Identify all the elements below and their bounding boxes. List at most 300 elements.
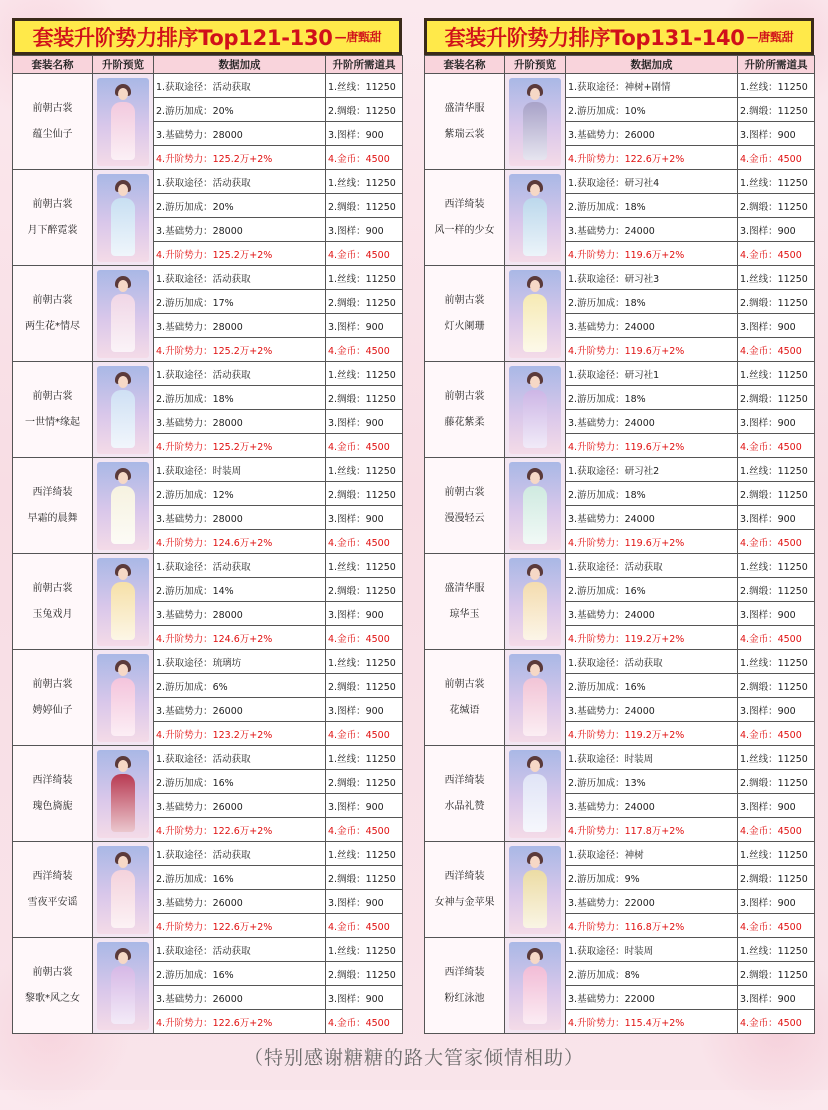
item-silk: 1.丝线：11250 xyxy=(326,746,403,770)
outfit-name-cell xyxy=(13,842,93,938)
stat-base-power: 3.基础势力：24000 xyxy=(566,698,738,722)
stat-upgrade-power: 4.升阶势力：119.6万+2% xyxy=(566,530,738,554)
table-row xyxy=(425,362,815,386)
item-gold: 4.金币：4500 xyxy=(326,434,403,458)
stat-source: 1.获取途径：活动获取 xyxy=(154,170,326,194)
outfit-name-cell xyxy=(425,842,505,938)
outfit-preview-image xyxy=(509,270,561,358)
item-satin: 2.绸缎：11250 xyxy=(738,290,815,314)
outfit-category: 西洋绮装 xyxy=(444,198,485,210)
outfit-name-cell xyxy=(425,746,505,842)
stat-upgrade-power: 4.升阶势力：124.6万+2% xyxy=(154,530,326,554)
figure-dress xyxy=(111,390,135,448)
outfit-category: 前朝古裳 xyxy=(444,678,485,690)
figure-head xyxy=(118,952,128,964)
panel-title xyxy=(424,18,814,55)
stat-base-power: 3.基础势力：28000 xyxy=(154,122,326,146)
author-tag: —唐甄甜 xyxy=(334,30,382,44)
outfit-category: 西洋绮装 xyxy=(444,870,485,882)
outfit-name: 灯火阑珊 xyxy=(444,320,485,332)
stat-upgrade-power: 4.升阶势力：119.6万+2% xyxy=(566,242,738,266)
stat-travel-bonus: 2.游历加成：6% xyxy=(154,674,326,698)
outfit-name: 娉婷仙子 xyxy=(32,704,73,716)
figure-dress xyxy=(523,198,547,256)
outfit-name: 早霜的晨舞 xyxy=(27,512,78,524)
stat-travel-bonus: 2.游历加成：18% xyxy=(566,482,738,506)
item-satin: 2.绸缎：11250 xyxy=(738,770,815,794)
outfit-name: 琼华玉 xyxy=(449,608,480,620)
outfit-name-cell xyxy=(425,170,505,266)
stat-base-power: 3.基础势力：28000 xyxy=(154,506,326,530)
item-pattern: 3.图样：900 xyxy=(738,890,815,914)
item-gold: 4.金币：4500 xyxy=(738,530,815,554)
item-silk: 1.丝线：11250 xyxy=(326,458,403,482)
outfit-preview-cell xyxy=(505,746,566,842)
stat-upgrade-power: 4.升阶势力：124.6万+2% xyxy=(154,626,326,650)
stat-upgrade-power: 4.升阶势力：122.6万+2% xyxy=(154,914,326,938)
item-gold: 4.金币：4500 xyxy=(738,242,815,266)
panel-title xyxy=(12,18,402,55)
item-silk: 1.丝线：11250 xyxy=(326,266,403,290)
stat-travel-bonus: 2.游历加成：18% xyxy=(566,386,738,410)
outfit-name-cell xyxy=(425,938,505,1034)
stat-source: 1.获取途径：时装周 xyxy=(566,938,738,962)
stat-upgrade-power: 4.升阶势力：125.2万+2% xyxy=(154,242,326,266)
stat-upgrade-power: 4.升阶势力：122.6万+2% xyxy=(154,1010,326,1034)
item-satin: 2.绸缎：11250 xyxy=(326,386,403,410)
figure-dress xyxy=(111,678,135,736)
outfit-category: 前朝古裳 xyxy=(32,678,73,690)
stat-travel-bonus: 2.游历加成：16% xyxy=(154,866,326,890)
figure-dress xyxy=(523,486,547,544)
table-row xyxy=(425,170,815,194)
item-gold: 4.金币：4500 xyxy=(326,242,403,266)
outfit-preview-image xyxy=(97,174,149,262)
item-pattern: 3.图样：900 xyxy=(326,794,403,818)
stat-base-power: 3.基础势力：26000 xyxy=(566,122,738,146)
item-satin: 2.绸缎：11250 xyxy=(738,866,815,890)
outfit-preview-image xyxy=(97,78,149,166)
stat-upgrade-power: 4.升阶势力：122.6万+2% xyxy=(154,818,326,842)
item-silk: 1.丝线：11250 xyxy=(326,74,403,98)
outfit-preview-cell xyxy=(93,266,154,362)
outfit-category: 西洋绮装 xyxy=(444,774,485,786)
table-header-row xyxy=(425,56,815,74)
stat-base-power: 3.基础势力：28000 xyxy=(154,602,326,626)
stat-base-power: 3.基础势力：26000 xyxy=(154,698,326,722)
figure-dress xyxy=(523,678,547,736)
table-row xyxy=(425,938,815,962)
outfit-preview-image xyxy=(509,558,561,646)
outfit-name-cell xyxy=(13,74,93,170)
table-row xyxy=(425,650,815,674)
outfit-name: 花缄语 xyxy=(449,704,480,716)
stat-upgrade-power: 4.升阶势力：119.6万+2% xyxy=(566,434,738,458)
item-pattern: 3.图样：900 xyxy=(326,890,403,914)
column-header: 数据加成 xyxy=(566,56,738,74)
stat-source: 1.获取途径：活动获取 xyxy=(154,554,326,578)
outfit-name-cell xyxy=(13,554,93,650)
stat-upgrade-power: 4.升阶势力：125.2万+2% xyxy=(154,338,326,362)
outfit-category: 前朝古裳 xyxy=(32,102,73,114)
item-silk: 1.丝线：11250 xyxy=(738,842,815,866)
figure-head xyxy=(530,88,540,100)
stat-travel-bonus: 2.游历加成：17% xyxy=(154,290,326,314)
outfit-preview-image xyxy=(97,654,149,742)
item-silk: 1.丝线：11250 xyxy=(326,650,403,674)
item-satin: 2.绸缎：11250 xyxy=(326,770,403,794)
item-satin: 2.绸缎：11250 xyxy=(326,290,403,314)
item-pattern: 3.图样：900 xyxy=(326,698,403,722)
outfit-preview-image xyxy=(509,942,561,1030)
stat-travel-bonus: 2.游历加成：9% xyxy=(566,866,738,890)
item-pattern: 3.图样：900 xyxy=(326,986,403,1010)
outfit-preview-cell xyxy=(93,74,154,170)
stat-source: 1.获取途径：活动获取 xyxy=(154,746,326,770)
table-row xyxy=(13,458,403,482)
item-silk: 1.丝线：11250 xyxy=(326,362,403,386)
stat-source: 1.获取途径：时装周 xyxy=(154,458,326,482)
table-row xyxy=(13,170,403,194)
figure-dress xyxy=(523,966,547,1024)
item-gold: 4.金币：4500 xyxy=(738,1010,815,1034)
stat-travel-bonus: 2.游历加成：8% xyxy=(566,962,738,986)
outfit-preview-image xyxy=(97,846,149,934)
table-row xyxy=(13,74,403,98)
stat-source: 1.获取途径：研习社4 xyxy=(566,170,738,194)
outfit-name: 水晶礼赞 xyxy=(444,800,485,812)
stat-travel-bonus: 2.游历加成：18% xyxy=(566,194,738,218)
outfit-name-cell xyxy=(13,362,93,458)
item-pattern: 3.图样：900 xyxy=(326,410,403,434)
stat-source: 1.获取途径：活动获取 xyxy=(154,266,326,290)
outfit-name: 两生花*情尽 xyxy=(25,320,80,332)
outfit-category: 盛清华服 xyxy=(444,582,485,594)
outfit-name: 风一样的少女 xyxy=(434,224,495,236)
item-silk: 1.丝线：11250 xyxy=(738,170,815,194)
item-silk: 1.丝线：11250 xyxy=(738,74,815,98)
figure-dress xyxy=(111,582,135,640)
outfit-name-cell xyxy=(13,458,93,554)
item-gold: 4.金币：4500 xyxy=(738,338,815,362)
outfit-preview-cell xyxy=(93,458,154,554)
outfit-table xyxy=(12,55,403,1034)
outfit-preview-image xyxy=(509,462,561,550)
figure-head xyxy=(530,376,540,388)
figure-head xyxy=(118,856,128,868)
figure-head xyxy=(118,760,128,772)
item-satin: 2.绸缎：11250 xyxy=(326,482,403,506)
outfit-name-cell xyxy=(425,74,505,170)
stat-base-power: 3.基础势力：26000 xyxy=(154,794,326,818)
outfit-category: 前朝古裳 xyxy=(32,390,73,402)
item-gold: 4.金币：4500 xyxy=(326,146,403,170)
stat-source: 1.获取途径：活动获取 xyxy=(154,362,326,386)
outfit-preview-cell xyxy=(93,170,154,266)
item-satin: 2.绸缎：11250 xyxy=(738,962,815,986)
stat-travel-bonus: 2.游历加成：13% xyxy=(566,770,738,794)
item-pattern: 3.图样：900 xyxy=(738,122,815,146)
item-gold: 4.金币：4500 xyxy=(326,818,403,842)
figure-head xyxy=(530,472,540,484)
outfit-name-cell xyxy=(13,266,93,362)
item-satin: 2.绸缎：11250 xyxy=(738,482,815,506)
stat-base-power: 3.基础势力：24000 xyxy=(566,410,738,434)
figure-dress xyxy=(523,774,547,832)
outfit-category: 前朝古裳 xyxy=(32,294,73,306)
item-pattern: 3.图样：900 xyxy=(738,986,815,1010)
figure-head xyxy=(530,568,540,580)
stat-base-power: 3.基础势力：24000 xyxy=(566,602,738,626)
table-row xyxy=(13,842,403,866)
item-pattern: 3.图样：900 xyxy=(326,602,403,626)
stat-source: 1.获取途径：活动获取 xyxy=(566,554,738,578)
item-pattern: 3.图样：900 xyxy=(326,506,403,530)
stat-base-power: 3.基础势力：22000 xyxy=(566,890,738,914)
item-satin: 2.绸缎：11250 xyxy=(326,194,403,218)
stat-travel-bonus: 2.游历加成：18% xyxy=(566,290,738,314)
stat-source: 1.获取途径：时装周 xyxy=(566,746,738,770)
stat-base-power: 3.基础势力：24000 xyxy=(566,794,738,818)
stat-upgrade-power: 4.升阶势力：119.2万+2% xyxy=(566,722,738,746)
column-header: 套装名称 xyxy=(425,56,505,74)
figure-head xyxy=(118,472,128,484)
stat-source: 1.获取途径：活动获取 xyxy=(154,74,326,98)
figure-head xyxy=(118,664,128,676)
stat-base-power: 3.基础势力：26000 xyxy=(154,986,326,1010)
item-pattern: 3.图样：900 xyxy=(738,794,815,818)
figure-head xyxy=(118,376,128,388)
outfit-preview-image xyxy=(509,654,561,742)
item-silk: 1.丝线：11250 xyxy=(738,266,815,290)
column-header: 数据加成 xyxy=(154,56,326,74)
outfit-preview-cell xyxy=(505,170,566,266)
figure-head xyxy=(530,664,540,676)
item-gold: 4.金币：4500 xyxy=(738,434,815,458)
stat-upgrade-power: 4.升阶势力：116.8万+2% xyxy=(566,914,738,938)
figure-dress xyxy=(111,486,135,544)
outfit-category: 盛清华服 xyxy=(444,102,485,114)
outfit-name: 雪夜平安谣 xyxy=(27,896,78,908)
item-satin: 2.绸缎：11250 xyxy=(738,386,815,410)
title-text: 套装升阶势力排序Top131-140 xyxy=(444,25,745,50)
item-satin: 2.绸缎：11250 xyxy=(326,578,403,602)
stat-base-power: 3.基础势力：28000 xyxy=(154,314,326,338)
outfit-preview-cell xyxy=(505,938,566,1034)
outfit-name: 一世情*缘起 xyxy=(25,416,80,428)
outfit-name: 漫漫轻云 xyxy=(444,512,485,524)
outfit-preview-image xyxy=(97,270,149,358)
outfit-preview-cell xyxy=(93,746,154,842)
stat-source: 1.获取途径：研习社2 xyxy=(566,458,738,482)
outfit-preview-cell xyxy=(505,650,566,746)
item-pattern: 3.图样：900 xyxy=(326,218,403,242)
outfit-name: 蕴尘仙子 xyxy=(32,128,73,140)
item-silk: 1.丝线：11250 xyxy=(738,554,815,578)
outfit-name-cell xyxy=(425,266,505,362)
outfit-preview-cell xyxy=(93,938,154,1034)
outfit-name: 藤花紫柔 xyxy=(444,416,485,428)
figure-head xyxy=(118,88,128,100)
stat-base-power: 3.基础势力：24000 xyxy=(566,314,738,338)
outfit-preview-image xyxy=(97,750,149,838)
table-row xyxy=(13,266,403,290)
outfit-preview-cell xyxy=(505,842,566,938)
item-satin: 2.绸缎：11250 xyxy=(326,962,403,986)
figure-dress xyxy=(523,582,547,640)
outfit-preview-cell xyxy=(93,842,154,938)
outfit-preview-cell xyxy=(93,650,154,746)
outfit-preview-image xyxy=(509,174,561,262)
stat-upgrade-power: 4.升阶势力：115.4万+2% xyxy=(566,1010,738,1034)
outfit-name-cell xyxy=(13,938,93,1034)
stat-upgrade-power: 4.升阶势力：122.6万+2% xyxy=(566,146,738,170)
item-satin: 2.绸缎：11250 xyxy=(326,866,403,890)
stat-travel-bonus: 2.游历加成：16% xyxy=(566,578,738,602)
item-silk: 1.丝线：11250 xyxy=(326,170,403,194)
item-gold: 4.金币：4500 xyxy=(738,914,815,938)
item-satin: 2.绸缎：11250 xyxy=(738,578,815,602)
item-satin: 2.绸缎：11250 xyxy=(326,674,403,698)
item-gold: 4.金币：4500 xyxy=(738,722,815,746)
outfit-preview-image xyxy=(509,78,561,166)
author-tag: —唐甄甜 xyxy=(746,30,794,44)
figure-dress xyxy=(523,294,547,352)
stat-source: 1.获取途径：研习社1 xyxy=(566,362,738,386)
stat-travel-bonus: 2.游历加成：20% xyxy=(154,194,326,218)
item-pattern: 3.图样：900 xyxy=(738,314,815,338)
outfit-preview-image xyxy=(509,366,561,454)
item-gold: 4.金币：4500 xyxy=(326,626,403,650)
outfit-category: 前朝古裳 xyxy=(444,390,485,402)
figure-head xyxy=(118,280,128,292)
table-row xyxy=(425,554,815,578)
outfit-preview-image xyxy=(97,558,149,646)
item-satin: 2.绸缎：11250 xyxy=(738,674,815,698)
stat-base-power: 3.基础势力：22000 xyxy=(566,986,738,1010)
outfit-preview-image xyxy=(97,366,149,454)
outfit-preview-cell xyxy=(93,554,154,650)
item-gold: 4.金币：4500 xyxy=(738,146,815,170)
table-header-row xyxy=(13,56,403,74)
item-gold: 4.金币：4500 xyxy=(326,914,403,938)
item-silk: 1.丝线：11250 xyxy=(326,938,403,962)
outfit-category: 前朝古裳 xyxy=(32,582,73,594)
figure-dress xyxy=(111,774,135,832)
outfit-preview-cell xyxy=(505,362,566,458)
outfit-preview-cell xyxy=(505,74,566,170)
ranking-panel-left xyxy=(12,18,402,1034)
table-row xyxy=(425,458,815,482)
outfit-category: 西洋绮装 xyxy=(444,966,485,978)
stat-base-power: 3.基础势力：26000 xyxy=(154,890,326,914)
outfit-name-cell xyxy=(425,458,505,554)
stat-source: 1.获取途径：活动获取 xyxy=(566,650,738,674)
stat-travel-bonus: 2.游历加成：18% xyxy=(154,386,326,410)
item-satin: 2.绸缎：11250 xyxy=(738,194,815,218)
figure-dress xyxy=(523,870,547,928)
outfit-name-cell xyxy=(13,170,93,266)
stat-source: 1.获取途径：活动获取 xyxy=(154,938,326,962)
outfit-category: 西洋绮装 xyxy=(32,774,73,786)
outfit-preview-cell xyxy=(505,458,566,554)
figure-head xyxy=(530,280,540,292)
figure-dress xyxy=(111,102,135,160)
item-gold: 4.金币：4500 xyxy=(326,530,403,554)
column-header: 升阶预览 xyxy=(505,56,566,74)
stat-travel-bonus: 2.游历加成：10% xyxy=(566,98,738,122)
footer-credit: （特别感谢糖糖的路大管家倾情相助） xyxy=(243,1047,584,1069)
figure-dress xyxy=(111,294,135,352)
item-pattern: 3.图样：900 xyxy=(738,410,815,434)
figure-dress xyxy=(111,198,135,256)
item-pattern: 3.图样：900 xyxy=(738,698,815,722)
stat-travel-bonus: 2.游历加成：20% xyxy=(154,98,326,122)
outfit-name: 瑰色旖旎 xyxy=(32,800,73,812)
outfit-preview-cell xyxy=(505,266,566,362)
table-row xyxy=(425,266,815,290)
item-silk: 1.丝线：11250 xyxy=(738,458,815,482)
outfit-preview-image xyxy=(509,846,561,934)
item-gold: 4.金币：4500 xyxy=(738,818,815,842)
stat-upgrade-power: 4.升阶势力：123.2万+2% xyxy=(154,722,326,746)
stat-upgrade-power: 4.升阶势力：119.2万+2% xyxy=(566,626,738,650)
stat-source: 1.获取途径：研习社3 xyxy=(566,266,738,290)
figure-head xyxy=(530,184,540,196)
stat-travel-bonus: 2.游历加成：16% xyxy=(566,674,738,698)
outfit-category: 西洋绮装 xyxy=(32,870,73,882)
outfit-category: 前朝古裳 xyxy=(32,966,73,978)
outfit-name: 紫瑞云裳 xyxy=(444,128,485,140)
stat-base-power: 3.基础势力：28000 xyxy=(154,410,326,434)
table-row xyxy=(425,74,815,98)
figure-dress xyxy=(523,102,547,160)
item-pattern: 3.图样：900 xyxy=(738,602,815,626)
stat-upgrade-power: 4.升阶势力：125.2万+2% xyxy=(154,434,326,458)
outfit-preview-cell xyxy=(505,554,566,650)
outfit-category: 前朝古裳 xyxy=(32,198,73,210)
outfit-preview-image xyxy=(97,462,149,550)
outfit-category: 前朝古裳 xyxy=(444,294,485,306)
item-silk: 1.丝线：11250 xyxy=(738,746,815,770)
table-row xyxy=(13,746,403,770)
item-gold: 4.金币：4500 xyxy=(326,722,403,746)
outfit-name: 玉兔戏月 xyxy=(32,608,73,620)
stat-upgrade-power: 4.升阶势力：117.8万+2% xyxy=(566,818,738,842)
stat-upgrade-power: 4.升阶势力：119.6万+2% xyxy=(566,338,738,362)
column-header: 套装名称 xyxy=(13,56,93,74)
item-silk: 1.丝线：11250 xyxy=(326,554,403,578)
stat-source: 1.获取途径：神树+剧情 xyxy=(566,74,738,98)
outfit-name: 女神与金苹果 xyxy=(434,896,495,908)
column-header: 升阶所需道具 xyxy=(326,56,403,74)
outfit-name: 月下醉霓裳 xyxy=(27,224,78,236)
item-silk: 1.丝线：11250 xyxy=(738,650,815,674)
item-satin: 2.绸缎：11250 xyxy=(326,98,403,122)
stat-source: 1.获取途径：活动获取 xyxy=(154,842,326,866)
figure-dress xyxy=(523,390,547,448)
column-header: 升阶所需道具 xyxy=(738,56,815,74)
outfit-name: 黎歌*风之女 xyxy=(25,992,80,1004)
item-gold: 4.金币：4500 xyxy=(326,338,403,362)
stat-upgrade-power: 4.升阶势力：125.2万+2% xyxy=(154,146,326,170)
stat-source: 1.获取途径：神树 xyxy=(566,842,738,866)
stat-base-power: 3.基础势力：24000 xyxy=(566,506,738,530)
outfit-name-cell xyxy=(425,650,505,746)
stat-travel-bonus: 2.游历加成：14% xyxy=(154,578,326,602)
outfit-preview-image xyxy=(509,750,561,838)
column-header: 升阶预览 xyxy=(93,56,154,74)
